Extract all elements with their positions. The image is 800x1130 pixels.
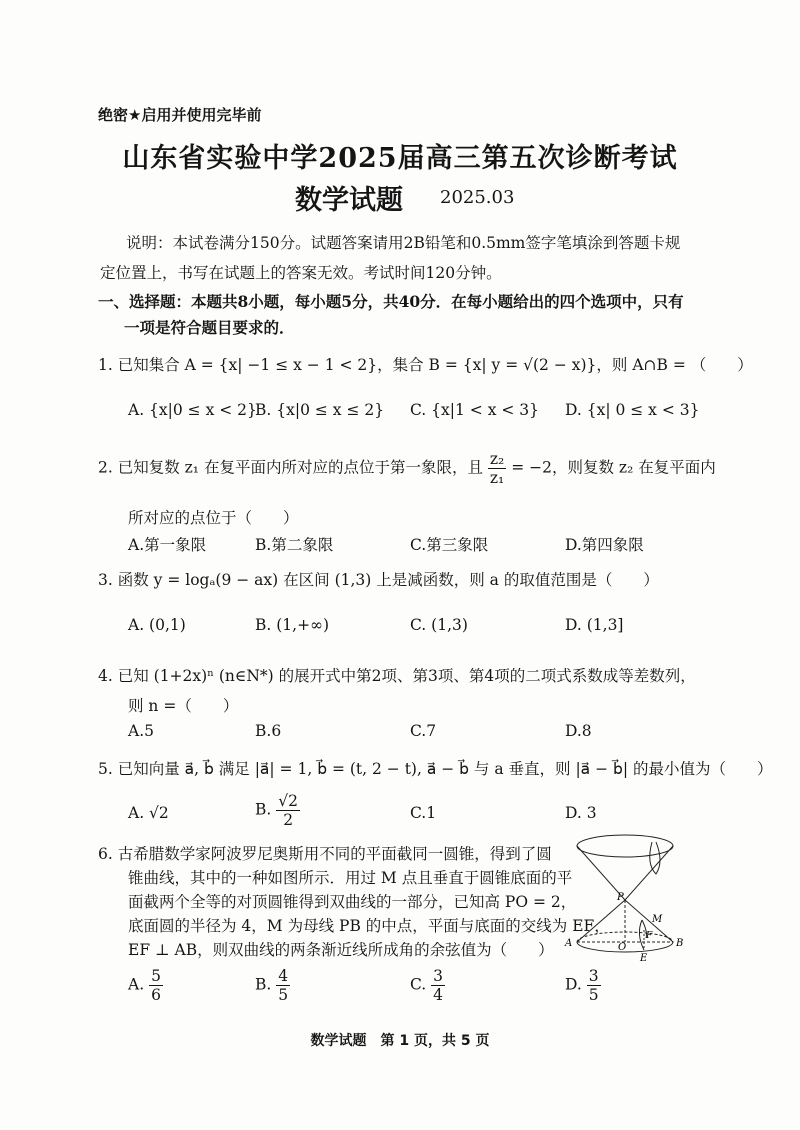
- question-2-option-d: D.第四象限: [565, 536, 644, 554]
- lower-left-generatrix: [577, 900, 625, 942]
- question-2-fraction: [488, 450, 506, 487]
- top-base-ellipse: [577, 835, 673, 857]
- fraction-denominator: 4: [433, 986, 444, 1004]
- question-5-option-a: A. √2: [128, 804, 169, 822]
- option-fraction: [276, 967, 290, 1004]
- fraction-numerator: 4: [278, 967, 289, 985]
- upper-right-generatrix: [625, 846, 673, 900]
- label-f: F: [646, 931, 653, 941]
- question-3-option-a: A. (0,1): [128, 616, 186, 634]
- label-b: B: [676, 938, 684, 949]
- section-header-line-2: 一项是符合题目要求的．: [124, 318, 295, 337]
- question-3-option-d: D. (1,3]: [565, 616, 624, 634]
- option-label: A.: [128, 975, 145, 994]
- instructions-line-1: 说明：本试卷满分150分。试题答案请用2B铅笔和0.5mm签字笔填涂到答题卡规: [126, 234, 681, 252]
- fraction-numerator: z₂: [489, 450, 505, 468]
- exam-title: 山东省实验中学2025届高三第五次诊断考试: [122, 143, 678, 174]
- question-5-option-d: D. 3: [565, 804, 597, 822]
- exam-date: 2025.03: [440, 187, 515, 208]
- question-6-option-d: [565, 967, 601, 1004]
- fraction-numerator: 3: [588, 967, 599, 985]
- page-footer: 数学试题 第 1 页，共 5 页: [310, 1033, 490, 1049]
- fraction-numerator: 5: [151, 967, 161, 985]
- label-p: P: [617, 892, 624, 903]
- instructions-line-2: 定位置上，书写在试题上的答案无效。考试时间120分钟。: [100, 264, 502, 282]
- question-4-option-a: A.5: [128, 722, 154, 740]
- question-3-option-b: B. (1,+∞): [255, 616, 330, 634]
- question-4-option-b: B.6: [255, 722, 282, 740]
- question-2-stem-b: = −2，则复数 z₂ 在复平面内: [511, 458, 716, 477]
- label-m: M: [652, 914, 663, 925]
- option-label: C.: [410, 975, 427, 994]
- question-4-option-c: C.7: [410, 722, 437, 740]
- question-1-option-a: A. {x|0 ≤ x < 2}: [128, 401, 257, 419]
- fraction-denominator: z₁: [489, 469, 505, 487]
- double-cone-figure: [560, 832, 690, 964]
- question-4-stem: 4. 已知 (1+2x)ⁿ (n∈N*) 的展开式中第2项、第3项、第4项的二项式系数成等差数列，: [98, 667, 696, 685]
- question-6-line-1: 6. 古希腊数学家阿波罗尼奥斯用不同的平面截同一圆锥，得到了圆: [98, 845, 552, 863]
- fraction-denominator: 5: [588, 986, 599, 1004]
- question-6-option-b: [255, 967, 290, 1004]
- label-a: A: [565, 938, 573, 949]
- question-2-stem-a: 2. 已知复数 z₁ 在复平面内所对应的点位于第一象限，且: [98, 458, 483, 477]
- question-3-stem: 3. 函数 y = logₐ(9 − ax) 在区间 (1,3) 上是减函数，则 a 的取值范围是（ ）: [98, 571, 659, 589]
- question-1-option-b: B. {x|0 ≤ x ≤ 2}: [255, 401, 385, 419]
- label-o: O: [618, 942, 627, 953]
- question-5-stem: 5. 已知向量 a⃗, b⃗ 满足 |a⃗| = 1, b⃗ = (t, 2 − t), a⃗ − b⃗ 与 a 垂直，则 |a⃗ − b⃗| 的最小值为（ ）: [98, 760, 773, 778]
- option-label: D.: [565, 975, 582, 994]
- confidential-mark: 绝密★启用并使用完毕前: [98, 106, 262, 124]
- question-6-option-c: [410, 967, 445, 1004]
- label-e: E: [640, 953, 648, 964]
- option-fraction: [587, 967, 601, 1004]
- question-6-line-4: 底面圆的半径为 4，M 为母线 PB 的中点，平面与底面的交线为 EF，: [128, 917, 610, 935]
- question-2-line-2: 所对应的点位于（ ）: [128, 509, 299, 527]
- question-5-option-c: C.1: [410, 804, 437, 822]
- question-2-stem: [98, 450, 716, 487]
- question-4-option-d: D.8: [565, 722, 592, 740]
- subject-title: 数学试题: [295, 185, 403, 216]
- question-1-option-d: D. {x| 0 ≤ x < 3}: [565, 401, 700, 419]
- section-header-line-1: 一、选择题：本题共8小题，每小题5分，共40分．在每小题给出的四个选项中，只有: [98, 292, 684, 311]
- question-6-line-2: 锥曲线，其中的一种如图所示．用过 M 点且垂直于圆锥底面的平: [128, 869, 573, 887]
- option-label: B.: [255, 800, 272, 819]
- question-1-stem: 1. 已知集合 A = {x| −1 ≤ x − 1 < 2}，集合 B = {x| y = √(2 − x)}，则 A∩B = （ ）: [98, 356, 753, 374]
- option-label: B.: [255, 975, 272, 994]
- question-3-option-c: C. (1,3): [410, 616, 468, 634]
- option-fraction: [431, 967, 445, 1004]
- question-4-line-2: 则 n =（ ）: [128, 697, 239, 715]
- question-1-option-c: C. {x|1 < x < 3}: [410, 401, 539, 419]
- option-fraction: [149, 967, 163, 1004]
- question-6-option-a: [128, 967, 163, 1004]
- question-2-option-c: C.第三象限: [410, 536, 489, 554]
- question-6-line-3: 面截两个全等的对顶圆锥得到双曲线的一部分，已知高 PO = 2，: [128, 893, 577, 911]
- question-2-option-b: B.第二象限: [255, 536, 334, 554]
- fraction-denominator: 5: [278, 986, 289, 1004]
- fraction-denominator: 6: [151, 986, 161, 1004]
- question-5-option-b: [255, 792, 300, 829]
- option-fraction: [276, 792, 300, 829]
- fraction-numerator: √2: [278, 792, 299, 810]
- question-2-option-a: A.第一象限: [128, 536, 207, 554]
- fraction-denominator: 2: [283, 811, 294, 829]
- upper-hyperbola-branch: [650, 842, 660, 874]
- fraction-numerator: 3: [433, 967, 444, 985]
- question-6-line-5: EF ⊥ AB，则双曲线的两条渐近线所成角的余弦值为（ ）: [128, 941, 554, 959]
